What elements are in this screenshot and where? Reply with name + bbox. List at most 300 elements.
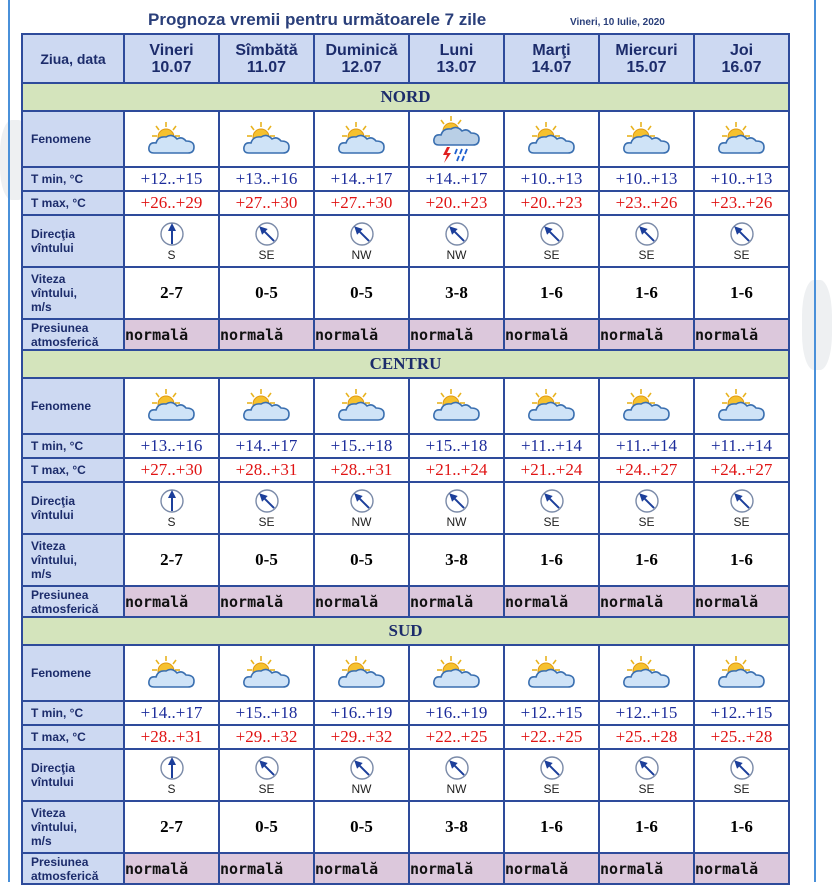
- tmin-value: +13..+16: [220, 168, 313, 190]
- wind-direction-group: [125, 488, 218, 529]
- pressure-value: normală: [125, 854, 218, 883]
- pressure-value: normală: [600, 320, 693, 349]
- tmax-value: +21..+24: [505, 459, 598, 481]
- partly-cloudy-icon: [695, 119, 788, 159]
- tmax-value: +27..+30: [125, 459, 218, 481]
- day-date: 16.07: [721, 58, 762, 76]
- phenomena-cell: [600, 646, 693, 700]
- wind-direction-label: [23, 483, 123, 533]
- phenomena-cell: [125, 646, 218, 700]
- tmax-label: [23, 726, 123, 748]
- wind-direction-group: [410, 488, 503, 529]
- day-name: Joi: [729, 41, 754, 59]
- wind-arrow-icon: [159, 221, 185, 247]
- phenomena-cell: [410, 379, 503, 433]
- wind-speed-label: [23, 268, 123, 318]
- day-name: Miercuri: [615, 41, 678, 59]
- tmin-value: +10..+13: [505, 168, 598, 190]
- wind-speed-value: 1-6: [600, 535, 693, 585]
- wind-direction-group: [315, 488, 408, 529]
- wind-direction-text: S: [167, 514, 176, 529]
- wind-direction-text: SE: [543, 781, 560, 796]
- tmin-label: [23, 435, 123, 457]
- phenomena-row: [23, 379, 788, 433]
- partly-cloudy-icon: [220, 119, 313, 159]
- wind-arrow-icon: [444, 221, 470, 247]
- tmax-value: +20..+23: [410, 192, 503, 214]
- phenomena-cell: [505, 379, 598, 433]
- page-frame-left: [8, 0, 10, 882]
- partly-cloudy-icon: [220, 653, 313, 693]
- tmax-label-text: T max, °C: [31, 463, 86, 477]
- wind-direction-group: [315, 755, 408, 796]
- phenomena-cell: [315, 646, 408, 700]
- tmin-value: +12..+15: [695, 702, 788, 724]
- wind-direction-label-text: vîntului: [31, 241, 74, 255]
- wind-speed-label-text: Viteza: [31, 806, 66, 820]
- day-name: Duminică: [325, 41, 398, 59]
- tmin-value: +13..+16: [125, 435, 218, 457]
- tmin-value: +16..+19: [410, 702, 503, 724]
- partly-cloudy-icon: [505, 653, 598, 693]
- day-name: Luni: [439, 41, 474, 59]
- wind-speed-value: 0-5: [220, 535, 313, 585]
- thunderstorm-rain-icon: [410, 113, 503, 165]
- wind-direction-cell: [695, 483, 788, 533]
- wind-speed-value: 1-6: [505, 268, 598, 318]
- tmin-label-text: T min, °C: [31, 172, 84, 186]
- wind-direction-text: NW: [446, 781, 467, 796]
- wind-direction-group: [315, 221, 408, 262]
- tmax-value: +22..+25: [410, 726, 503, 748]
- wind-speed-value: 1-6: [695, 802, 788, 852]
- day-column-header: [505, 35, 598, 82]
- wind-direction-text: SE: [258, 247, 275, 262]
- wind-arrow-icon: [634, 488, 660, 514]
- wind-direction-group: [600, 488, 693, 529]
- wind-direction-text: SE: [733, 781, 750, 796]
- tmax-value: +29..+32: [315, 726, 408, 748]
- partly-cloudy-icon: [315, 653, 408, 693]
- region-row: [23, 618, 788, 644]
- wind-speed-value: 1-6: [600, 802, 693, 852]
- wind-direction-text: S: [167, 247, 176, 262]
- pressure-value: normală: [125, 320, 218, 349]
- phenomena-cell: [220, 379, 313, 433]
- wind-direction-label-text: vîntului: [31, 775, 74, 789]
- pressure-value: normală: [695, 854, 788, 883]
- wind-arrow-icon: [634, 755, 660, 781]
- day-column-header: [695, 35, 788, 82]
- day-column-header: [315, 35, 408, 82]
- wind-speed-label-text: m/s: [31, 834, 52, 848]
- wind-direction-text: NW: [351, 514, 372, 529]
- wind-direction-text: SE: [638, 781, 655, 796]
- pressure-label-text: Presiunea: [31, 587, 89, 602]
- pressure-value: normală: [600, 587, 693, 616]
- page-frame-right: [814, 0, 816, 882]
- pressure-row: [23, 587, 788, 616]
- wind-direction-text: NW: [446, 514, 467, 529]
- wind-speed-row: [23, 268, 788, 318]
- day-date: 14.07: [531, 58, 572, 76]
- wind-direction-cell: [505, 750, 598, 800]
- tmin-value: +11..+14: [600, 435, 693, 457]
- partly-cloudy-icon: [125, 386, 218, 426]
- day-name: Marţi: [532, 41, 571, 59]
- partly-cloudy-icon: [220, 386, 313, 426]
- wind-speed-label-text: Viteza: [31, 272, 66, 286]
- phenomena-label: [23, 379, 123, 433]
- wind-direction-row: [23, 483, 788, 533]
- wind-speed-value: 0-5: [315, 268, 408, 318]
- wind-arrow-icon: [729, 221, 755, 247]
- tmin-value: +16..+19: [315, 702, 408, 724]
- phenomena-cell: [220, 112, 313, 166]
- pressure-label: [23, 854, 123, 883]
- tmax-value: +27..+30: [220, 192, 313, 214]
- tmax-value: +26..+29: [125, 192, 218, 214]
- day-date: 15.07: [626, 58, 667, 76]
- pressure-value: normală: [505, 587, 598, 616]
- tmax-value: +25..+28: [695, 726, 788, 748]
- phenomena-cell: [505, 646, 598, 700]
- wind-direction-text: SE: [638, 514, 655, 529]
- wind-speed-value: 0-5: [220, 802, 313, 852]
- tmin-row: [23, 435, 788, 457]
- wind-direction-text: SE: [638, 247, 655, 262]
- phenomena-row: [23, 646, 788, 700]
- pressure-row: [23, 854, 788, 883]
- partly-cloudy-icon: [125, 119, 218, 159]
- tmax-label-text: T max, °C: [31, 730, 86, 744]
- wind-speed-row: [23, 802, 788, 852]
- wind-speed-label-text: m/s: [31, 300, 52, 314]
- phenomena-label-text: Fenomene: [31, 666, 92, 680]
- wind-arrow-icon: [634, 221, 660, 247]
- wind-direction-group: [695, 755, 788, 796]
- pressure-label-text: Presiunea: [31, 320, 89, 335]
- wind-direction-cell: [315, 483, 408, 533]
- wind-direction-cell: [410, 483, 503, 533]
- phenomena-cell: [220, 646, 313, 700]
- wind-speed-value: 1-6: [600, 268, 693, 318]
- wind-direction-cell: [600, 483, 693, 533]
- day-date: 12.07: [341, 58, 382, 76]
- tmax-value: +28..+31: [315, 459, 408, 481]
- wind-direction-label-text: Direcţia: [31, 761, 76, 775]
- wind-speed-label-text: vîntului,: [31, 286, 77, 300]
- wind-arrow-icon: [444, 488, 470, 514]
- pressure-label-text: atmosferică: [31, 334, 99, 349]
- tmax-value: +23..+26: [695, 192, 788, 214]
- wind-direction-group: [220, 488, 313, 529]
- tmin-row: [23, 702, 788, 724]
- wind-speed-row: [23, 535, 788, 585]
- tmax-label: [23, 192, 123, 214]
- day-column-header: [220, 35, 313, 82]
- wind-direction-text: S: [167, 781, 176, 796]
- pressure-value: normală: [410, 854, 503, 883]
- phenomena-cell: [315, 112, 408, 166]
- phenomena-cell: [600, 379, 693, 433]
- wind-direction-group: [695, 221, 788, 262]
- wind-direction-label-text: vîntului: [31, 508, 74, 522]
- wind-direction-cell: [220, 483, 313, 533]
- pressure-value: normală: [410, 587, 503, 616]
- tmax-value: +28..+31: [125, 726, 218, 748]
- phenomena-cell: [410, 112, 503, 166]
- wind-direction-text: SE: [733, 247, 750, 262]
- wind-direction-cell: [220, 750, 313, 800]
- pressure-value: normală: [315, 587, 408, 616]
- tmin-value: +14..+17: [125, 702, 218, 724]
- wind-direction-cell: [410, 216, 503, 266]
- pressure-label-text: Presiunea: [31, 854, 89, 869]
- header-row: [23, 35, 788, 82]
- partly-cloudy-icon: [600, 386, 693, 426]
- wind-speed-value: 1-6: [505, 802, 598, 852]
- tmin-value: +14..+17: [410, 168, 503, 190]
- region-title: CENTRU: [23, 351, 788, 377]
- tmax-label-text: T max, °C: [31, 196, 86, 210]
- tmin-value: +15..+18: [220, 702, 313, 724]
- partly-cloudy-icon: [505, 386, 598, 426]
- current-date: Vineri, 10 Iulie, 2020: [570, 17, 665, 28]
- tmin-value: +12..+15: [125, 168, 218, 190]
- wind-speed-value: 1-6: [695, 268, 788, 318]
- wind-speed-value: 2-7: [125, 268, 218, 318]
- wind-speed-value: 2-7: [125, 802, 218, 852]
- pressure-value: normală: [505, 320, 598, 349]
- day-name: Vineri: [149, 41, 194, 59]
- phenomena-cell: [695, 646, 788, 700]
- partly-cloudy-icon: [315, 386, 408, 426]
- tmax-value: +28..+31: [220, 459, 313, 481]
- tmin-value: +14..+17: [220, 435, 313, 457]
- pressure-value: normală: [220, 854, 313, 883]
- wind-speed-value: 3-8: [410, 802, 503, 852]
- wind-speed-value: 3-8: [410, 268, 503, 318]
- wind-direction-text: SE: [258, 781, 275, 796]
- day-name: Sîmbătă: [235, 41, 298, 59]
- day-header-label: Ziua, data: [23, 35, 123, 82]
- tmax-value: +22..+25: [505, 726, 598, 748]
- wind-direction-text: SE: [543, 247, 560, 262]
- phenomena-label: [23, 112, 123, 166]
- region-row: [23, 351, 788, 377]
- wind-direction-group: [600, 221, 693, 262]
- wind-direction-cell: [695, 216, 788, 266]
- wind-speed-label: [23, 802, 123, 852]
- tmin-value: +10..+13: [695, 168, 788, 190]
- pressure-label-text: atmosferică: [31, 601, 99, 616]
- tmin-row: [23, 168, 788, 190]
- tmin-label: [23, 168, 123, 190]
- wind-speed-value: 1-6: [505, 535, 598, 585]
- partly-cloudy-icon: [125, 653, 218, 693]
- wind-direction-group: [600, 755, 693, 796]
- wind-speed-value: 0-5: [315, 802, 408, 852]
- wind-speed-label-text: vîntului,: [31, 553, 77, 567]
- tmax-value: +25..+28: [600, 726, 693, 748]
- phenomena-label: [23, 646, 123, 700]
- wind-direction-text: SE: [543, 514, 560, 529]
- day-date: 11.07: [246, 58, 287, 76]
- wind-direction-text: SE: [258, 514, 275, 529]
- wind-direction-group: [505, 488, 598, 529]
- pressure-value: normală: [125, 587, 218, 616]
- pressure-value: normală: [220, 587, 313, 616]
- wind-speed-label-text: Viteza: [31, 539, 66, 553]
- partly-cloudy-icon: [315, 119, 408, 159]
- tmin-value: +15..+18: [410, 435, 503, 457]
- wind-speed-value: 0-5: [220, 268, 313, 318]
- wind-direction-cell: [315, 750, 408, 800]
- wind-speed-value: 1-6: [695, 535, 788, 585]
- wind-direction-cell: [220, 216, 313, 266]
- tmax-row: [23, 192, 788, 214]
- wind-direction-group: [125, 755, 218, 796]
- wind-direction-label: [23, 216, 123, 266]
- wind-direction-text: NW: [351, 247, 372, 262]
- wind-speed-label-text: vîntului,: [31, 820, 77, 834]
- wind-direction-cell: [125, 750, 218, 800]
- wind-arrow-icon: [444, 755, 470, 781]
- wind-arrow-icon: [729, 755, 755, 781]
- phenomena-cell: [600, 112, 693, 166]
- pressure-value: normală: [315, 320, 408, 349]
- partly-cloudy-icon: [505, 119, 598, 159]
- tmin-value: +11..+14: [505, 435, 598, 457]
- wind-speed-label-text: m/s: [31, 567, 52, 581]
- tmin-label-text: T min, °C: [31, 706, 84, 720]
- background-decoration: [802, 280, 832, 370]
- tmax-value: +20..+23: [505, 192, 598, 214]
- tmax-value: +23..+26: [600, 192, 693, 214]
- day-column-header: [410, 35, 503, 82]
- wind-direction-group: [410, 221, 503, 262]
- wind-arrow-icon: [349, 755, 375, 781]
- wind-direction-cell: [505, 483, 598, 533]
- pressure-row: [23, 320, 788, 349]
- page-title: Prognoza vremii pentru următoarele 7 zile: [148, 10, 487, 29]
- wind-arrow-icon: [159, 488, 185, 514]
- pressure-value: normală: [505, 854, 598, 883]
- phenomena-label-text: Fenomene: [31, 132, 92, 146]
- day-date: 13.07: [436, 58, 477, 76]
- tmax-label: [23, 459, 123, 481]
- tmin-value: +12..+15: [600, 702, 693, 724]
- phenomena-cell: [125, 379, 218, 433]
- phenomena-cell: [695, 112, 788, 166]
- partly-cloudy-icon: [410, 653, 503, 693]
- region-title: NORD: [23, 84, 788, 110]
- pressure-value: normală: [695, 587, 788, 616]
- wind-direction-group: [125, 221, 218, 262]
- wind-arrow-icon: [159, 755, 185, 781]
- phenomena-cell: [410, 646, 503, 700]
- wind-arrow-icon: [349, 221, 375, 247]
- pressure-label: [23, 320, 123, 349]
- phenomena-cell: [125, 112, 218, 166]
- wind-speed-label: [23, 535, 123, 585]
- wind-direction-cell: [505, 216, 598, 266]
- wind-arrow-icon: [539, 488, 565, 514]
- wind-direction-text: SE: [733, 514, 750, 529]
- pressure-value: normală: [600, 854, 693, 883]
- wind-direction-group: [695, 488, 788, 529]
- tmax-value: +24..+27: [695, 459, 788, 481]
- tmin-value: +11..+14: [695, 435, 788, 457]
- wind-direction-cell: [125, 483, 218, 533]
- wind-direction-label-text: Direcţia: [31, 227, 76, 241]
- day-column-header: [600, 35, 693, 82]
- day-column-header: [125, 35, 218, 82]
- partly-cloudy-icon: [600, 119, 693, 159]
- wind-direction-group: [220, 221, 313, 262]
- tmax-value: +29..+32: [220, 726, 313, 748]
- day-date: 10.07: [151, 58, 192, 76]
- wind-direction-text: NW: [351, 781, 372, 796]
- wind-speed-value: 2-7: [125, 535, 218, 585]
- wind-direction-group: [220, 755, 313, 796]
- wind-direction-cell: [315, 216, 408, 266]
- phenomena-cell: [695, 379, 788, 433]
- tmin-value: +10..+13: [600, 168, 693, 190]
- wind-direction-label-text: Direcţia: [31, 494, 76, 508]
- phenomena-cell: [315, 379, 408, 433]
- pressure-value: normală: [695, 320, 788, 349]
- wind-arrow-icon: [539, 755, 565, 781]
- tmax-row: [23, 726, 788, 748]
- wind-direction-cell: [600, 750, 693, 800]
- tmin-value: +14..+17: [315, 168, 408, 190]
- region-row: [23, 84, 788, 110]
- wind-direction-row: [23, 750, 788, 800]
- wind-arrow-icon: [539, 221, 565, 247]
- wind-arrow-icon: [349, 488, 375, 514]
- wind-direction-cell: [410, 750, 503, 800]
- tmin-label-text: T min, °C: [31, 439, 84, 453]
- pressure-value: normală: [410, 320, 503, 349]
- tmax-row: [23, 459, 788, 481]
- tmin-label: [23, 702, 123, 724]
- wind-direction-group: [410, 755, 503, 796]
- wind-direction-group: [505, 755, 598, 796]
- partly-cloudy-icon: [695, 386, 788, 426]
- wind-speed-value: 3-8: [410, 535, 503, 585]
- pressure-value: normală: [220, 320, 313, 349]
- tmax-value: +21..+24: [410, 459, 503, 481]
- wind-direction-cell: [125, 216, 218, 266]
- partly-cloudy-icon: [410, 386, 503, 426]
- tmin-value: +15..+18: [315, 435, 408, 457]
- tmin-value: +12..+15: [505, 702, 598, 724]
- tmax-value: +27..+30: [315, 192, 408, 214]
- forecast-table: [21, 33, 790, 885]
- wind-arrow-icon: [254, 221, 280, 247]
- region-title: SUD: [23, 618, 788, 644]
- wind-direction-cell: [695, 750, 788, 800]
- partly-cloudy-icon: [600, 653, 693, 693]
- pressure-label: [23, 587, 123, 616]
- wind-arrow-icon: [254, 755, 280, 781]
- wind-direction-row: [23, 216, 788, 266]
- phenomena-label-text: Fenomene: [31, 399, 92, 413]
- wind-direction-label: [23, 750, 123, 800]
- wind-direction-group: [505, 221, 598, 262]
